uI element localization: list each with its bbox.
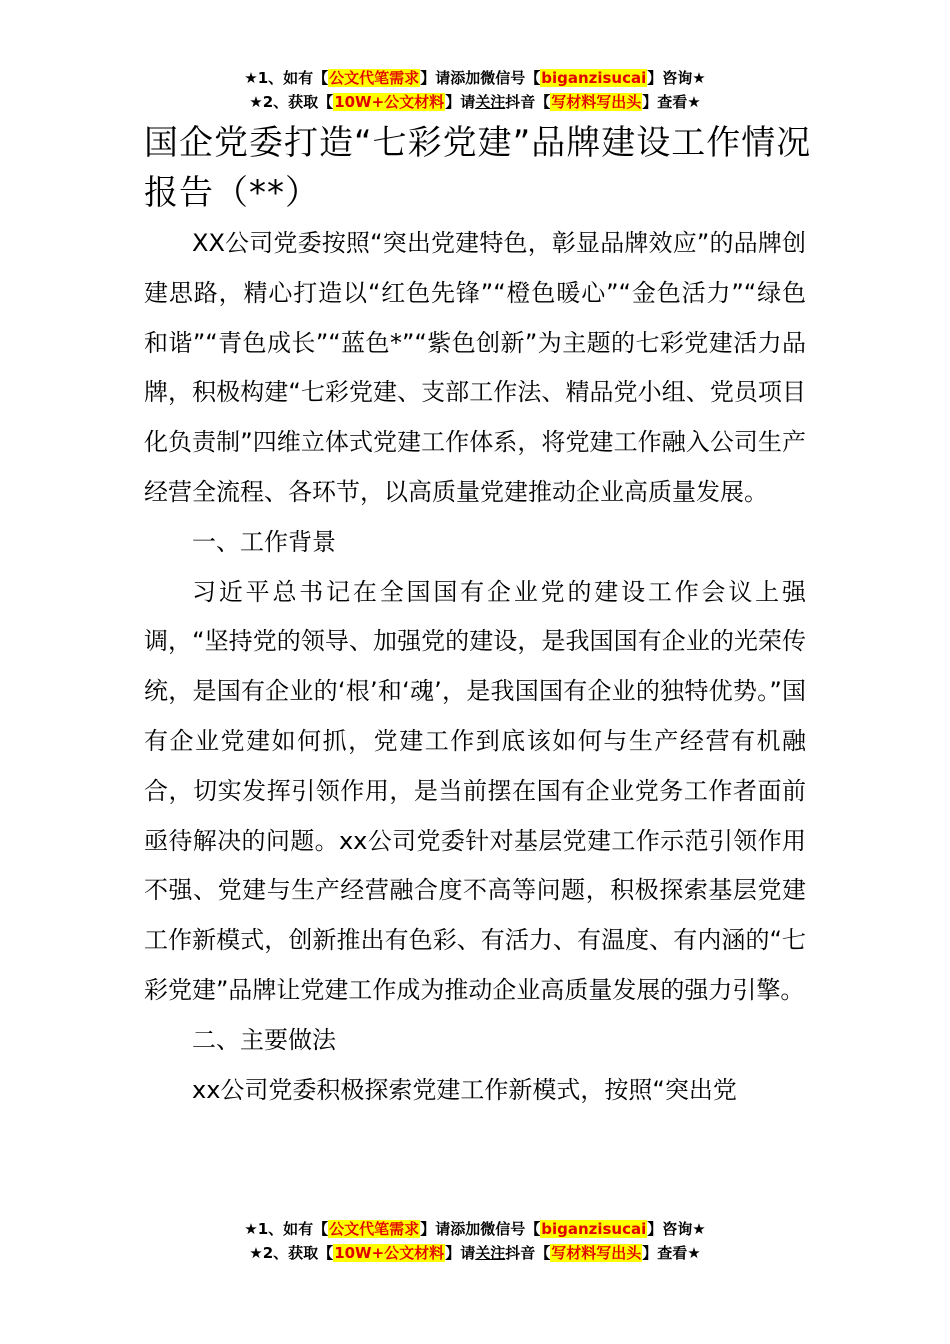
footer-underlined-follow: 关注 [475, 1244, 506, 1262]
highlight-wechat-id: biganzisucai [541, 69, 647, 87]
section-heading-practices: 二、主要做法 [192, 1025, 336, 1054]
paragraph-practices: xx公司党委积极探索党建工作新模式，按照“突出党 [192, 1075, 737, 1104]
document-title: 国企党委打造“七彩党建”品牌建设工作情况报告（**） [144, 123, 812, 213]
footer-highlight-service: 公文代笔需求 [329, 1220, 420, 1238]
footer-highlight-materials: 10W+公文材料 [334, 1244, 445, 1262]
paragraph-intro: XX公司党委按照“突出党建特色，彰显品牌效应”的品牌创建思路，精心打造以“红色先锋”“橙色暖心”“金色活力”“绿色和谐”“青色成长”“蓝色*”“紫色创新”为主题的七彩党建活力品牌，积极构建“七彩党建、支部工作法、精品党小组、党员项目化负责制”四维立体式党建工作体系，将党建工作融入公司生产经营全流程、各环节，以高质量党建推动企业高质量发展。 [144, 229, 806, 506]
banner-line-1: ★1、如有【公文代笔需求】请添加微信号【biganzisucai】咨询★ [244, 69, 706, 87]
footer-banner-line-2: ★2、获取【10W+公文材料】请关注抖音【写材料写出头】查看★ [249, 1244, 701, 1262]
section-heading-background: 一、工作背景 [192, 527, 336, 556]
footer-highlight-wechat-id: biganzisucai [541, 1220, 647, 1238]
paragraph-background: 习近平总书记在全国国有企业党的建设工作会议上强调，“坚持党的领导、加强党的建设，是我国国有企业的光荣传统，是国有企业的‘根’和‘魂’，是我国国有企业的独特优势。”国有企业党建如何抓，党建工作到底该如何与生产经营有机融合，切实发挥引领作用，是当前摆在国有企业党务工作者面前亟待解决的问题。xx公司党委针对基层党建工作示范引领作用不强、党建与生产经营融合度不高等问题，积极探索基层党建工作新模式，创新推出有色彩、有活力、有温度、有内涵的“七彩党建”品牌让党建工作成为推动企业高质量发展的强力引擎。 [144, 577, 806, 1004]
footer-banner-line-1: ★1、如有【公文代笔需求】请添加微信号【biganzisucai】咨询★ [244, 1220, 706, 1238]
highlight-service: 公文代笔需求 [329, 69, 420, 87]
document-body [144, 219, 806, 1115]
header-banner [0, 66, 950, 114]
banner-line-2: ★2、获取【10W+公文材料】请关注抖音【写材料写出头】查看★ [249, 93, 701, 111]
highlight-douyin-account: 写材料写出头 [551, 93, 642, 111]
footer-banner [0, 1217, 950, 1265]
footer-highlight-douyin-account: 写材料写出头 [551, 1244, 642, 1262]
underlined-follow: 关注 [475, 93, 506, 111]
highlight-materials: 10W+公文材料 [334, 93, 445, 111]
